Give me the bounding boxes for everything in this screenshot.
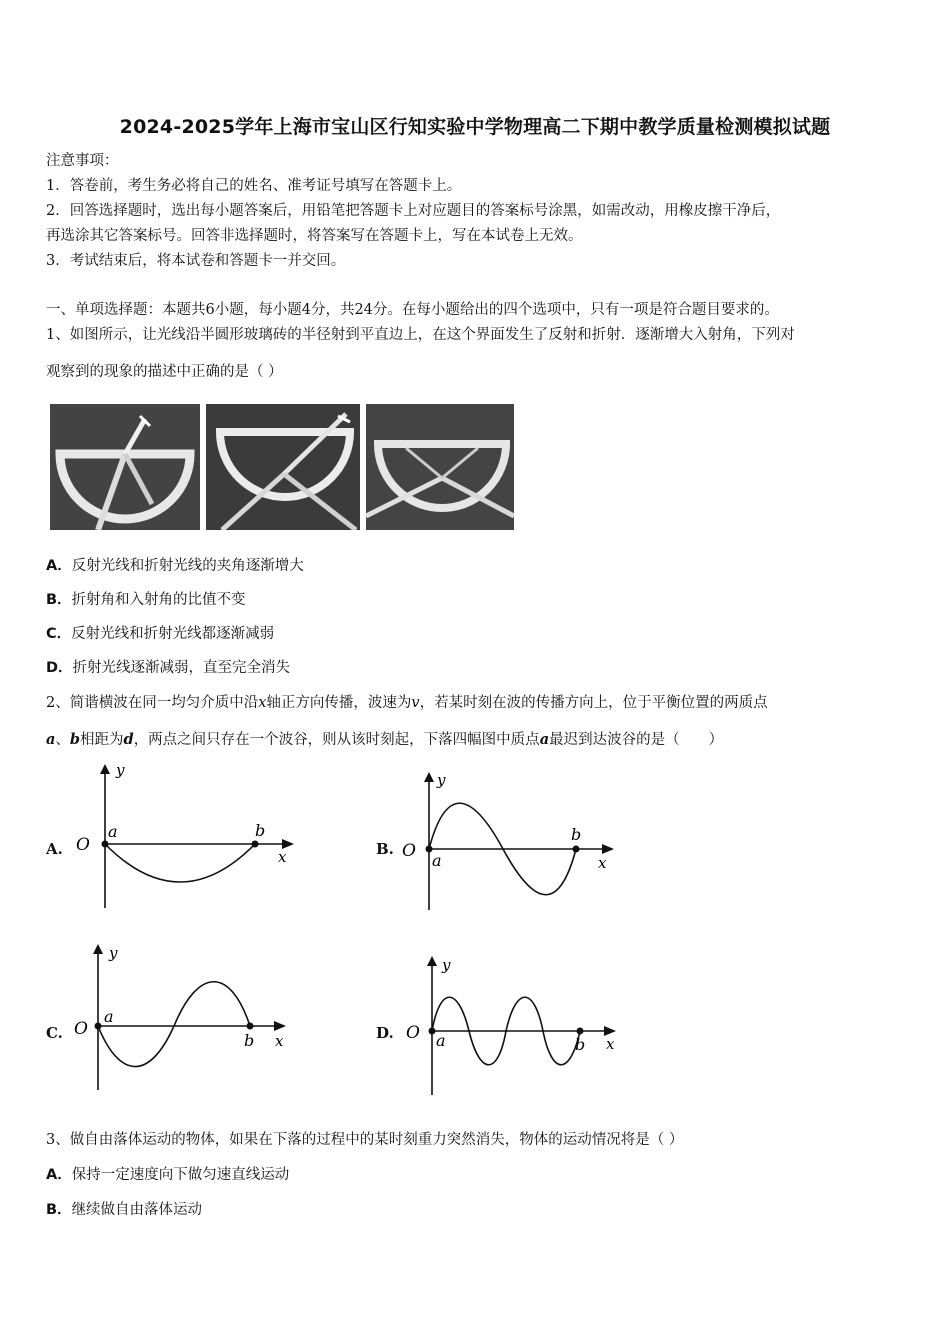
svg-text:a: a [108,822,118,841]
q1-option-d[interactable]: D．折射光线逐渐减弱，直至完全消失 [46,660,291,676]
refraction-photo-3 [366,404,514,530]
notice-item-1: 1．答卷前，考生务必将自己的姓名、准考证号填写在答题卡上。 [46,178,462,194]
notice-heading: 注意事项： [46,153,119,169]
q3-option-b[interactable]: B．继续做自由落体运动 [46,1202,203,1218]
refraction-photo-2 [206,404,360,530]
wave-graph-a [70,760,300,910]
graph-b-label[interactable]: B. [376,840,394,858]
svg-text:a: a [432,851,442,870]
svg-text:a: a [436,1031,446,1050]
q1-option-b[interactable]: B．折射角和入射角的比值不变 [46,592,246,608]
svg-text:b: b [571,825,582,844]
graph-a-label[interactable]: A. [46,840,63,858]
q1-option-a[interactable]: A．反射光线和折射光线的夹角逐渐增大 [46,558,304,574]
svg-text:x: x [275,1032,284,1050]
q3-option-a[interactable]: A．保持一定速度向下做匀速直线运动 [46,1167,290,1183]
svg-text:b: b [255,821,266,840]
graph-d-label[interactable]: D. [376,1024,394,1042]
q1-option-c[interactable]: C．反射光线和折射光线都逐渐减弱 [46,626,275,642]
svg-text:O: O [74,1019,88,1039]
page-title: 2024-2025学年上海市宝山区行知实验中学物理高二下期中教学质量检测模拟试题 [119,116,831,138]
q2-stem-line1: 2、简谐横波在同一均匀介质中沿x轴正方向传播，波速为v，若某时刻在波的传播方向上，位于平衡位置的两质点 [46,695,768,711]
svg-text:y: y [442,956,451,974]
wave-graph-b [400,768,620,913]
graph-c-label[interactable]: C. [46,1024,63,1042]
q3-stem: 3、做自由落体运动的物体，如果在下落的过程中的某时刻重力突然消失，物体的运动情况将是（ ） [46,1132,684,1148]
svg-text:O: O [406,1023,420,1043]
q1-stem-line1: 1、如图所示，让光线沿半圆形玻璃砖的半径射到平直边上，在这个界面发生了反射和折射．逐渐增大入射角，下列对 [46,327,795,343]
wave-graph-c [70,942,295,1092]
q2-stem-line2: a、b相距为d，两点之间只存在一个波谷，则从该时刻起，下落四幅图中质点a最迟到达波谷的是（ ） [46,731,724,748]
refraction-photo-1 [50,404,200,530]
wave-graph-d [400,952,625,1097]
notice-item-2-cont: 再选涂其它答案标号。回答非选择题时，将答案写在答题卡上，写在本试卷上无效。 [46,228,583,244]
notice-item-3: 3．考试结束后，将本试卷和答题卡一并交回。 [46,253,346,269]
svg-text:O: O [76,835,90,855]
q1-stem-line2: 观察到的现象的描述中正确的是（ ） [46,364,283,380]
svg-text:O: O [402,841,416,861]
svg-text:b: b [575,1035,586,1054]
svg-text:x: x [598,854,607,872]
svg-text:y: y [109,944,118,962]
section-heading: 一、单项选择题：本题共6小题，每小题4分，共24分。在每小题给出的四个选项中，只有一项是符合题目要求的。 [46,302,779,318]
svg-text:y: y [116,761,125,779]
svg-text:b: b [244,1031,255,1050]
svg-text:y: y [437,771,446,789]
svg-text:x: x [278,848,287,866]
svg-text:a: a [104,1007,114,1026]
svg-text:x: x [606,1035,615,1053]
notice-item-2: 2．回答选择题时，选出每小题答案后，用铅笔把答题卡上对应题目的答案标号涂黑，如需改动，用橡皮擦干净后， [46,203,781,219]
